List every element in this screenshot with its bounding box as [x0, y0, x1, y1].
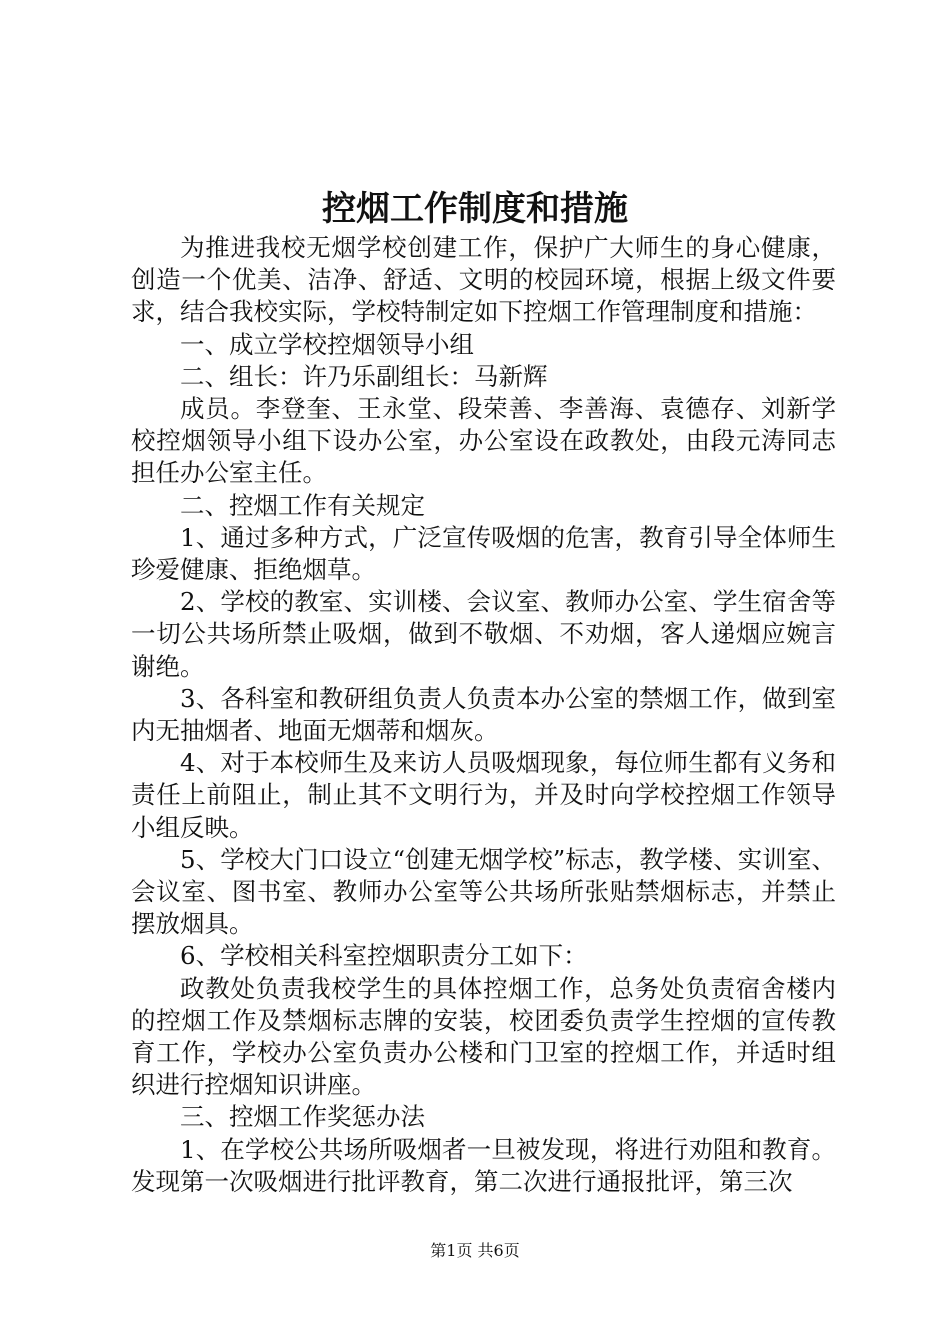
- heading-rewards-penalties: 三、控烟工作奖惩办法: [180, 1102, 425, 1132]
- heading-regulations: 二、控烟工作有关规定: [180, 490, 425, 520]
- document-body: [131, 232, 836, 1198]
- page-number: 第1页 共6页: [430, 1241, 520, 1260]
- heading-leadership-group: 一、成立学校控烟领导小组: [180, 329, 474, 359]
- paragraph-group-members: 成员。李登奎、王永堂、段荣善、李善海、袁德存、刘新学校控烟领导小组下设办公室，办公室设在政教处，由段元涛同志担任办公室主任。: [131, 394, 836, 488]
- paragraph-rule-3: 3、各科室和教研组负责人负责本办公室的禁烟工作，做到室内无抽烟者、地面无烟蒂和烟灰。: [131, 683, 836, 746]
- paragraph-intro: 为推进我校无烟学校创建工作，保护广大师生的身心健康，创造一个优美、洁净、舒适、文明的校园环境，根据上级文件要求，结合我校实际，学校特制定如下控烟工作管理制度和措施：: [131, 233, 836, 327]
- document-title: 控烟工作制度和措施: [322, 189, 628, 229]
- paragraph-responsibilities: 政教处负责我校学生的具体控烟工作，总务处负责宿舍楼内的控烟工作及禁烟标志牌的安装，校团委负责学生控烟的宣传教育工作，学校办公室负责办公楼和门卫室的控烟工作，并适时组织进行控烟知识讲座。: [131, 973, 836, 1100]
- paragraph-rule-4: 4、对于本校师生及来访人员吸烟现象，每位师生都有义务和责任上前阻止，制止其不文明行为，并及时向学校控烟工作领导小组反映。: [131, 748, 836, 842]
- paragraph-penalty-1: 1、在学校公共场所吸烟者一旦被发现，将进行劝阻和教育。发现第一次吸烟进行批评教育，第二次进行通报批评，第三次: [131, 1134, 836, 1196]
- paragraph-rule-5: 5、学校大门口设立“创建无烟学校”标志，教学楼、实训室、会议室、图书室、教师办公室等公共场所张贴禁烟标志，并禁止摆放烟具。: [131, 844, 836, 939]
- paragraph-rule-2: 2、学校的教室、实训楼、会议室、教师办公室、学生宿舍等一切公共场所禁止吸烟，做到不敬烟、不劝烟，客人递烟应婉言谢绝。: [131, 587, 836, 681]
- paragraph-rule-6: 6、学校相关科室控烟职责分工如下：: [180, 941, 588, 971]
- paragraph-rule-1: 1、通过多种方式，广泛宣传吸烟的危害，教育引导全体师生珍爱健康、拒绝烟草。: [131, 522, 836, 585]
- paragraph-group-leaders: 二、组长：许乃乐副组长：马新辉: [180, 361, 548, 391]
